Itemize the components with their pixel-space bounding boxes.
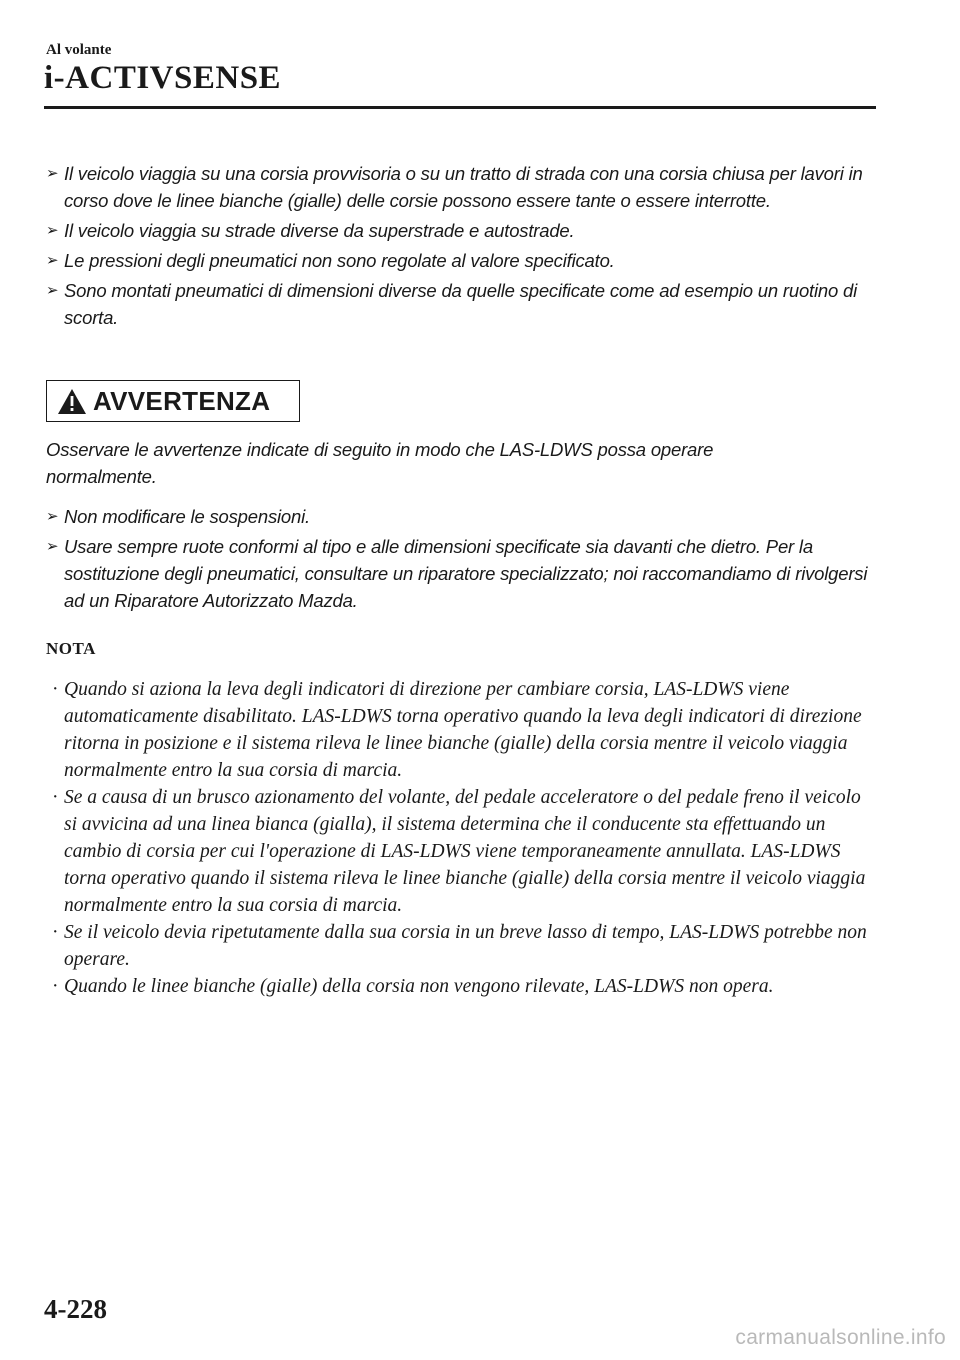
list-item: ➢ Le pressioni degli pneumatici non sono regolate al valore specificato. — [46, 247, 876, 274]
arrow-bullet-icon: ➢ — [46, 538, 59, 555]
list-item: ➢ Il veicolo viaggia su strade diverse da superstrade e autostrade. — [46, 217, 876, 244]
nota-heading: NOTA — [46, 639, 96, 658]
watermark: carmanualsonline.info — [735, 1326, 946, 1349]
arrow-bullet-icon: ➢ — [46, 165, 59, 182]
dot-bullet-icon: · — [52, 679, 59, 700]
list-item: ➢ Non modificare le sospensioni. — [46, 503, 876, 530]
list-item: · Quando si aziona la leva degli indicatori di direzione per cambiare corsia, LAS-LDWS viene automaticamente disabilitato. LAS-LDWS torna operativo quando la leva degli indicatori di direzione ritorna in posizione e il sistema rileva le linee bianche (gialle) della corsia mentre il veicolo viaggia normalmente entro la sua corsia di marcia. — [46, 676, 876, 784]
list-item: ➢ Il veicolo viaggia su una corsia provvisoria o su un tratto di strada con una corsia chiusa per lavori in corso dove le linee bianche (gialle) delle corsie possono essere tante o essere interrotte. — [46, 160, 876, 214]
warning-list — [46, 503, 876, 617]
warning-text: Osservare le avvertenze indicate di seguito in modo che LAS-LDWS possa operare normalmente. — [46, 439, 714, 487]
header-rule — [44, 106, 876, 109]
warning-title: AVVERTENZA — [93, 385, 271, 416]
arrow-bullet-icon: ➢ — [46, 508, 59, 525]
dot-bullet-icon: · — [52, 976, 59, 997]
page-number: 4-228 — [44, 1294, 107, 1324]
list-item: ➢ Usare sempre ruote conformi al tipo e alle dimensioni specificate sia davanti che dietro. Per la sostituzione degli pneumatici, consultare un riparatore specializzato; noi raccomandiamo di rivolgersi ad un Riparatore Autorizzato Mazda. — [46, 533, 876, 614]
list-item: · Quando le linee bianche (gialle) della corsia non vengono rilevate, LAS-LDWS non opera. — [46, 973, 876, 1000]
arrow-bullet-icon: ➢ — [46, 282, 59, 299]
warning-triangle-icon — [57, 388, 87, 415]
arrow-bullet-icon: ➢ — [46, 252, 59, 269]
dot-bullet-icon: · — [52, 922, 59, 943]
nota-list — [46, 676, 876, 1000]
list-item: ➢ Sono montati pneumatici di dimensioni diverse da quelle specificate come ad esempio un ruotino di scorta. — [46, 277, 876, 331]
arrow-bullet-icon: ➢ — [46, 222, 59, 239]
warning-header — [46, 380, 300, 422]
dot-bullet-icon: · — [52, 787, 59, 808]
section-label: Al volante — [46, 42, 112, 58]
condition-list — [46, 160, 876, 334]
page-title: i-ACTIVSENSE — [44, 60, 282, 96]
list-item: · Se a causa di un brusco azionamento del volante, del pedale acceleratore o del pedale freno il veicolo si avvicina ad una linea bianca (gialla), il sistema determina che il conducente sta effettuando un cambio di corsia per cui l'operazione di LAS-LDWS viene temporaneamente annullata. LAS-LDWS torna operativo quando il sistema rileva le linee bianche (gialle) della corsia mentre il veicolo viaggia normalmente entro la sua corsia di marcia. — [46, 784, 876, 919]
list-item: · Se il veicolo devia ripetutamente dalla sua corsia in un breve lasso di tempo, LAS-LDWS potrebbe non operare. — [46, 919, 876, 973]
